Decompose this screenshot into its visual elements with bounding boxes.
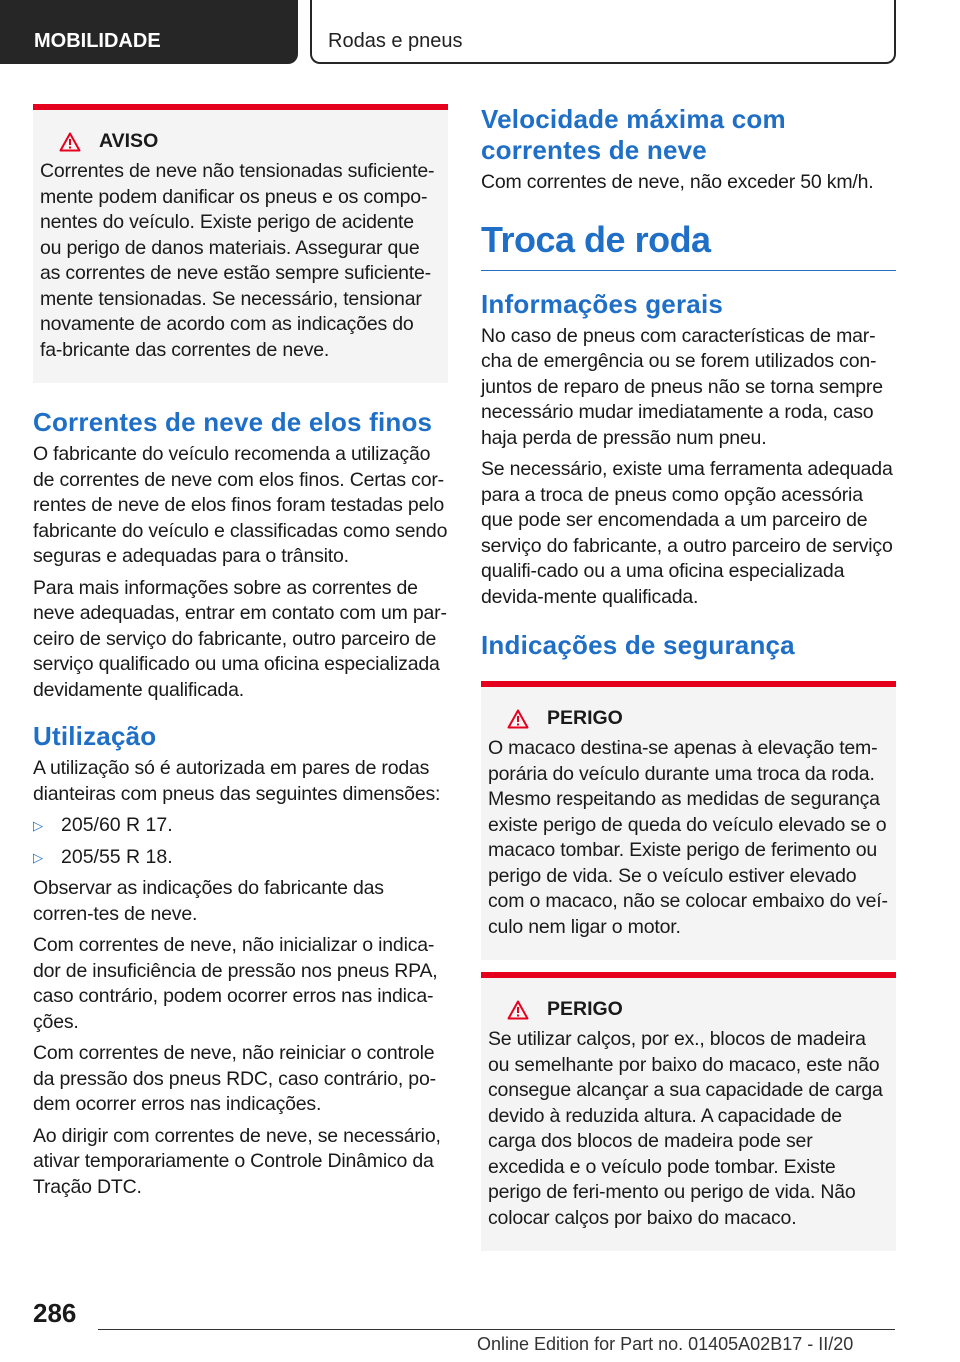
triangle-bullet-icon: ▷ [33, 818, 43, 833]
section-heading-seguranca: Indicações de segurança [481, 630, 795, 660]
left-column [33, 104, 448, 1206]
paragraph: Se necessário, existe uma ferramenta adequada para a troca de pneus como opção acessória que pode ser encomendada a um parceiro de serviço do fabricante, a outro parceiro de serviço qualifi-cado ou a uma oficina especializada devida-mente qualificada. [481, 458, 893, 608]
footer-divider [98, 1329, 895, 1330]
warning-text: Correntes de neve não tensionadas suficiente-mente podem danificar os pneus e os compo-nentes do veículo. Existe perigo de acidente ou perigo de danos materiais. Assegurar que as correntes de neve estão sempre suficiente-mente tensionadas. Se necessário, tensionar novamente de acordo com as indicações do fa-bricante das correntes de neve. [40, 160, 435, 361]
warning-box [33, 104, 448, 383]
danger-label: PERIGO [507, 998, 888, 1021]
danger-text: Se utilizar calços, por ex., blocos de madeira ou semelhante por baixo do macaco, este não consegue alcançar a sua capacidade de carga devido à reduzida altura. A capacidade de carga dos blocos de madeira pode ser excedida e o veículo pode tombar. Existe perigo de feri-mento ou perigo de vida. Não colocar calços por baixo do macaco. [488, 1028, 883, 1229]
section-heading-finos: Correntes de neve de elos finos [33, 407, 433, 437]
chapter-heading-troca: Troca de roda [481, 218, 896, 271]
paragraph: O fabricante do veículo recomenda a utilização de correntes de neve com elos finos. Certas cor-rentes de neve de elos finos foram testadas pelo fabricante do veículo e classificadas como sendo seguras e adequadas para o trânsito. [33, 443, 448, 567]
page-number: 286 [33, 1298, 77, 1328]
paragraph: No caso de pneus com características de mar-cha de emergência ou se forem utilizados con-juntos de reparo de pneus não se torna sempre necessário mudar imediatamente a roda, caso haja perda de pressão num pneu. [481, 324, 883, 449]
paragraph: Com correntes de neve, não inicializar o indica-dor de insuficiência de pressão nos pneus RPA, caso contrário, podem ocorrer erros nas indica-ções. [33, 934, 438, 1033]
section-tab: MOBILIDADE [0, 0, 298, 64]
danger-text: O macaco destina-se apenas à elevação tem-porária do veículo durante uma troca da roda. Mesmo respeitando as medidas de segurança existe perigo de queda do veículo elevado se o macaco tombar. Existe perigo de ferimento ou perigo de vida. Se o veículo estiver elevado com o macaco, não se colocar embaixo do veí-culo nem ligar o motor. [488, 737, 888, 938]
danger-box [481, 681, 896, 960]
section-heading-gerais: Informações gerais [481, 288, 724, 319]
chapter-title: Rodas e pneus [310, 0, 896, 64]
danger-box [481, 972, 896, 1251]
paragraph: A utilização só é autorizada em pares de rodas dianteiras com pneus das seguintes dimensões: [33, 757, 441, 805]
paragraph: Com correntes de neve, não reiniciar o controle da pressão dos pneus RDC, caso contrário, po-dem ocorrer erros nas indicações. [33, 1042, 436, 1115]
paragraph: Observar as indicações do fabricante das corren-tes de neve. [33, 877, 384, 925]
section-heading-velocidade: Velocidade máxima com correntes de neve [481, 104, 786, 165]
warning-label: AVISO [59, 130, 440, 153]
list-item: ▷ 205/55 R 18. [33, 845, 448, 871]
paragraph: Para mais informações sobre as correntes de neve adequadas, entrar em contato com um par-ceiro de serviço do fabricante, outro parceiro de serviço qualificado ou uma oficina especializada devidamente qualificada. [33, 576, 447, 701]
danger-label: PERIGO [507, 707, 888, 730]
warning-triangle-icon [59, 132, 81, 152]
section-heading-utilizacao: Utilização [33, 721, 157, 751]
warning-triangle-icon [507, 709, 529, 729]
paragraph: Ao dirigir com correntes de neve, se necessário, ativar temporariamente o Controle Dinâmico da Tração DTC. [33, 1124, 441, 1198]
warning-triangle-icon [507, 1000, 529, 1020]
footer-edition: Online Edition for Part no. 01405A02B17 - II/20 [477, 1334, 854, 1354]
right-column [481, 104, 896, 1251]
list-item: ▷ 205/60 R 17. [33, 813, 448, 839]
triangle-bullet-icon: ▷ [33, 849, 43, 865]
paragraph: Com correntes de neve, não exceder 50 km/h. [481, 171, 874, 193]
